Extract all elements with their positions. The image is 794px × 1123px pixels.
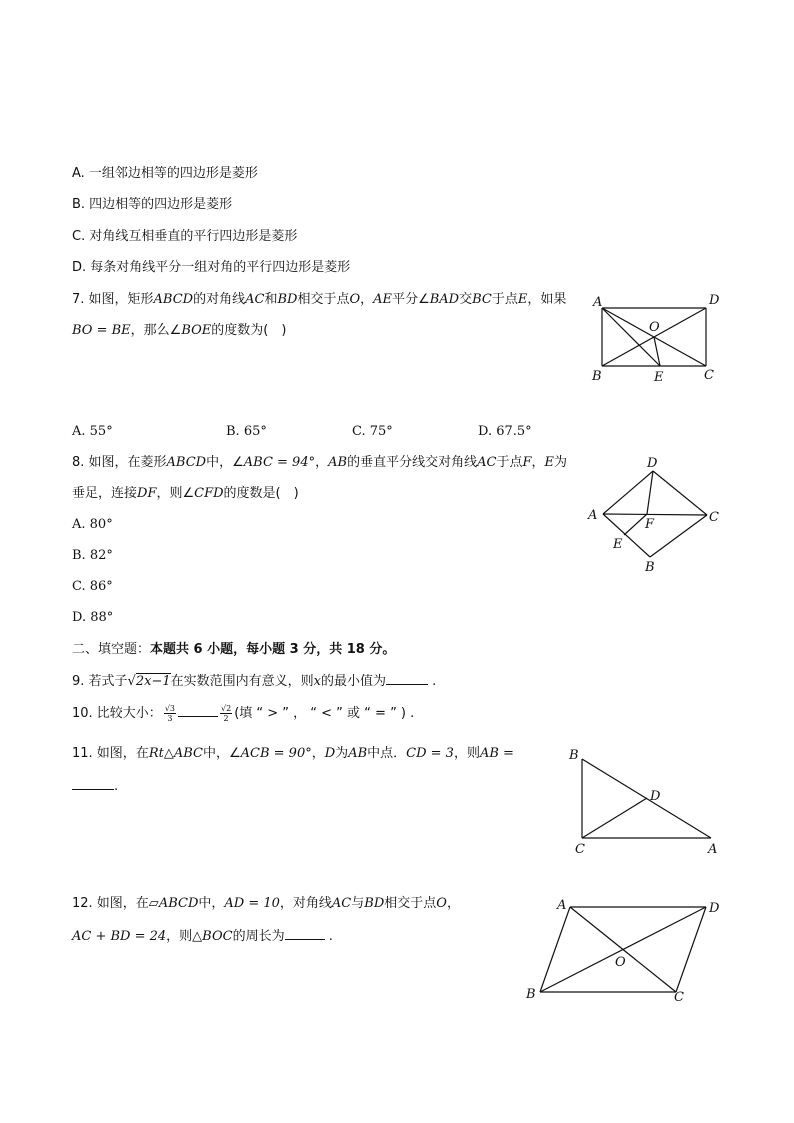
q7-label-b: B — [592, 369, 602, 384]
q9-stem: 9. 若式子√2x−1在实数范围内有意义，则x的最小值为 . — [72, 674, 437, 689]
q8-label-d: D — [647, 456, 658, 471]
q7-label-d: D — [709, 293, 720, 308]
q7-label-a: A — [593, 295, 603, 310]
q8-stem-line2: 垂足，连接DF，则∠CFD的度数是( ) — [72, 486, 299, 501]
q11-stem-line2: . — [72, 777, 118, 796]
q8-option-a: A. 80° — [72, 517, 113, 532]
q11-label-a: A — [708, 842, 718, 857]
q10-fraction-1: $\frac{√3}{3}$ — [164, 704, 175, 723]
q7-option-b: B. 65° — [226, 424, 267, 439]
q11-label-d: D — [650, 789, 661, 804]
q8-option-d: D. 88° — [72, 610, 114, 625]
q12-stem-line2: AC + BD = 24，则△BOC的周长为 . — [72, 929, 333, 944]
q8-stem-line1: 8. 如图，在菱形ABCD中，∠ABC = 94°，AB的垂直平分线交对角线AC于点F，E为 — [72, 455, 568, 470]
q10-stem: 10. 比较大小： $\frac{√3}{3}$ $\frac{√2}{2}$ (填 “ > ” ， “ < ” 或 “ = ” ) . — [72, 704, 415, 723]
q8-label-c: C — [709, 510, 719, 525]
q10-fraction-2: $\frac{√2}{2}$ — [221, 704, 232, 723]
q7-label-c: C — [704, 368, 714, 383]
q8-option-c: C. 86° — [72, 579, 113, 594]
q7-option-d: D. 67.5° — [478, 424, 532, 439]
q11-stem-line1: 11. 如图，在Rt△ABC中，∠ACB = 90°，D为AB中点．CD = 3，则AB = — [72, 746, 514, 761]
q12-label-b: B — [526, 987, 536, 1002]
q8-label-a: A — [588, 508, 598, 523]
q7-stem-line1: 7. 如图，矩形ABCD的对角线AC和BD相交于点O，AE平分∠BAD交BC于点E，如果 — [72, 292, 567, 307]
q8-label-b: B — [645, 560, 655, 575]
q8-option-b: B. 82° — [72, 548, 113, 563]
q11-label-b: B — [569, 748, 579, 763]
section-2-heading: 二、填空题：本题共 6 小题，每小题 3 分，共 18 分。 — [72, 642, 396, 657]
q12-label-a: A — [557, 898, 567, 913]
q11-label-c: C — [575, 842, 585, 857]
q7-stem-line2: BO = BE，那么∠BOE的度数为( ) — [72, 323, 287, 338]
q6-option-b: B. 四边相等的四边形是菱形 — [72, 197, 233, 212]
q6-option-c: C. 对角线互相垂直的平行四边形是菱形 — [72, 229, 298, 244]
q6-option-d: D. 每条对角线平分一组对角的平行四边形是菱形 — [72, 260, 351, 275]
q12-label-o: O — [615, 955, 626, 970]
q7-option-c: C. 75° — [352, 424, 393, 439]
q7-label-o: O — [649, 320, 660, 335]
q7-label-e: E — [654, 370, 664, 385]
q8-label-e: E — [613, 537, 623, 552]
q12-label-d: D — [709, 901, 720, 916]
q12-stem-line1: 12. 如图，在▱ABCD中，AD = 10，对角线AC与BD相交于点O， — [72, 896, 460, 911]
q6-option-a: A. 一组邻边相等的四边形是菱形 — [72, 166, 258, 181]
q8-label-f: F — [645, 517, 655, 532]
q12-label-c: C — [674, 990, 684, 1005]
q7-option-a: A. 55° — [72, 424, 113, 439]
q9-radical: √2x−1 — [127, 674, 171, 689]
